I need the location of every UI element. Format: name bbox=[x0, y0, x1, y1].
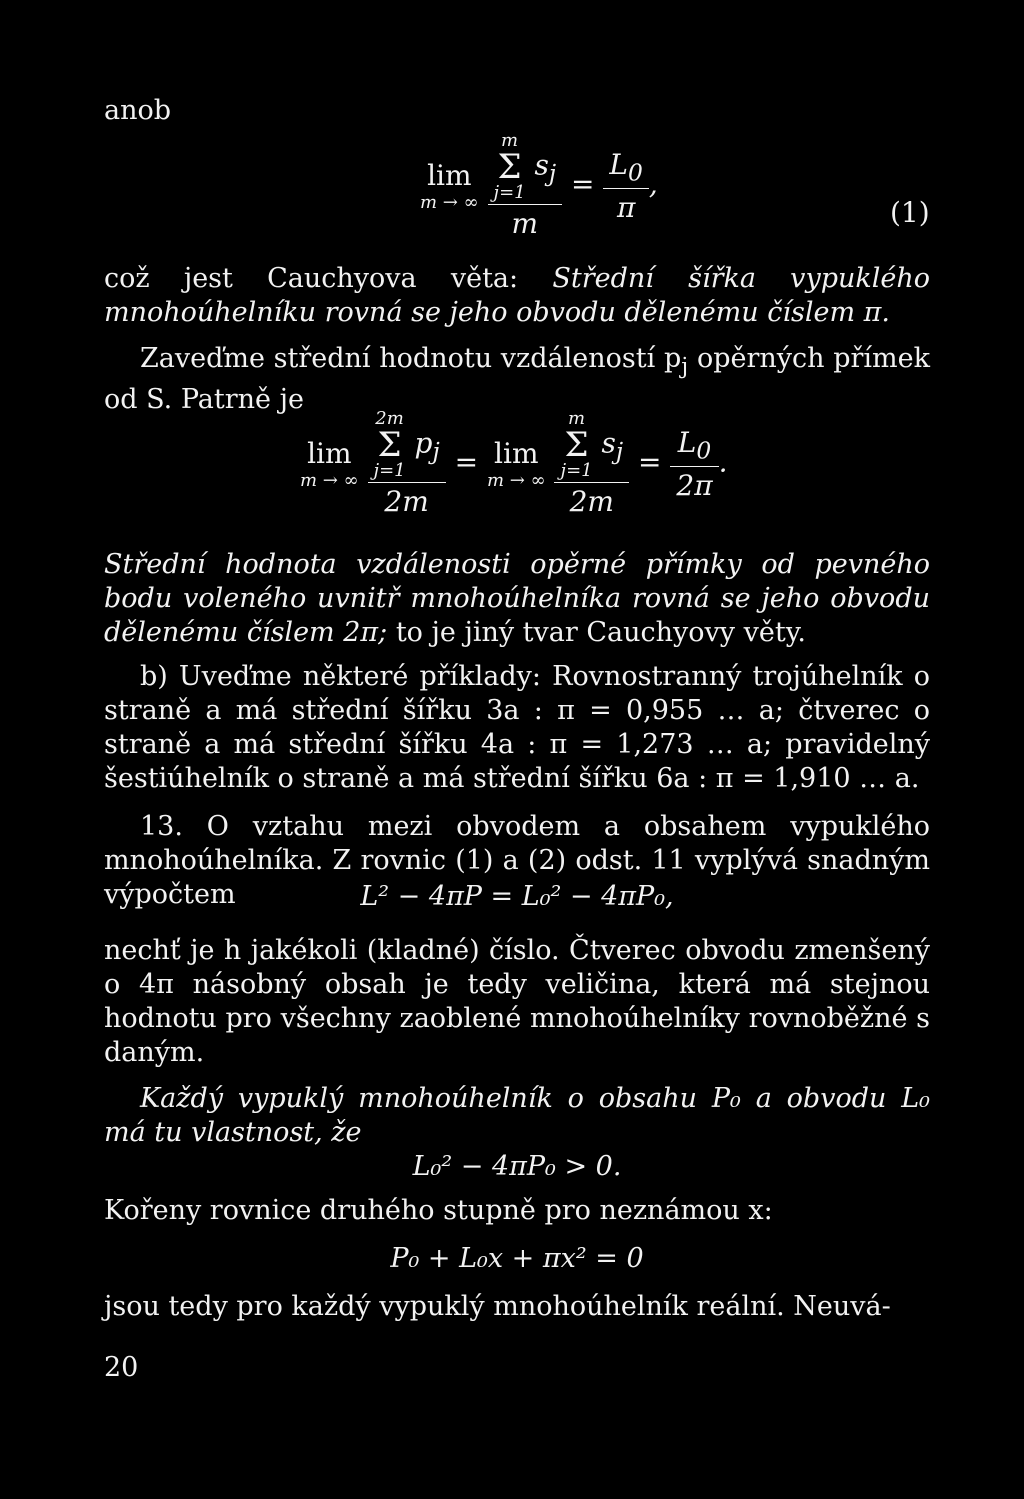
formula-perimeter-area: L² − 4πP = L₀² − 4πP₀, bbox=[360, 881, 674, 912]
mean-distance-theorem-paragraph: Střední hodnota vzdálenosti opěrné přímky od pevného bodu voleného uvnitř mnohoúhelníka rovná se jeho obvodu dělenému číslem 2π; to je jiný tvar Cauchyovy věty. bbox=[104, 549, 930, 648]
formula-mean-distance-limit: lim m → ∞ 2m Σ j=1 $p_j$ 2m = lim m → ∞ m Σ j=1 $s_j$ 2m = $\frac{L_0}{2\pi}$ . bbox=[300, 408, 728, 518]
closing-paragraph: jsou tedy pro každý vypuklý mnohoúhelník reální. Neuvá- bbox=[104, 1291, 891, 1322]
limit-operator: lim m → ∞ bbox=[420, 159, 479, 213]
formula-cauchy-limit: lim m → ∞ m Σ j=1 $s_j$ m = $\frac{L_0}{\pi}$ , bbox=[420, 130, 658, 240]
roots-paragraph: Kořeny rovnice druhého stupně pro neznámou x: bbox=[104, 1195, 773, 1226]
equation-number: (1) bbox=[890, 196, 930, 229]
summation-symbol: m Σ j=1 bbox=[560, 408, 593, 481]
cauchy-theorem-paragraph: což jest Cauchyova věta: Střední šířka vypuklého mnohoúhelníku rovná se jeho obvodu dělenému číslem π. bbox=[104, 263, 930, 328]
rhs-fraction: $\frac{L_0}{\pi}$ bbox=[603, 148, 648, 225]
property-paragraph: Každý vypuklý mnohoúhelník o obsahu P₀ a obvodu L₀ má tu vlastnost, že bbox=[104, 1083, 930, 1148]
sum-fraction: m Σ j=1 $s_j$ m bbox=[488, 132, 563, 240]
examples-paragraph: b) Uveďme některé příklady: Rovnostranný trojúhelník o straně a má střední šířku 3a : π = 0,955 … a; čtverec o straně a má střední šířku 4a : π = 1,273 … a; pravidelný šestiúhelník o straně a má střední šířku 6a : π = 1,910 … a. bbox=[104, 661, 930, 794]
mean-distance-paragraph: Zaveďme střední hodnotu vzdáleností $p_j$ opěrných přímek od S. Patrně je bbox=[104, 343, 930, 416]
formula-quadratic: P₀ + L₀x + πx² = 0 bbox=[390, 1243, 644, 1274]
invariant-paragraph: nechť je h jakékoli (kladné) číslo. Čtverec obvodu zmenšený o 4π násobný obsah je tedy veličina, která má stejnou hodnotu pro všechny zaoblené mnohoúhelníky rovnoběžné s daným. bbox=[104, 935, 930, 1068]
formula-inequality: L₀² − 4πP₀ > 0. bbox=[412, 1151, 622, 1182]
page-number: 20 bbox=[104, 1352, 139, 1383]
lead-text: anob bbox=[104, 95, 172, 126]
summation-symbol: 2m Σ j=1 bbox=[373, 408, 406, 481]
section-13-paragraph: 13. O vztahu mezi obvodem a obsahem vypuklého mnohoúhelníka. Z rovnic (1) a (2) odst. 11 vyplývá snadným výpočtem bbox=[104, 811, 930, 910]
summation-symbol: m Σ j=1 bbox=[493, 130, 526, 203]
